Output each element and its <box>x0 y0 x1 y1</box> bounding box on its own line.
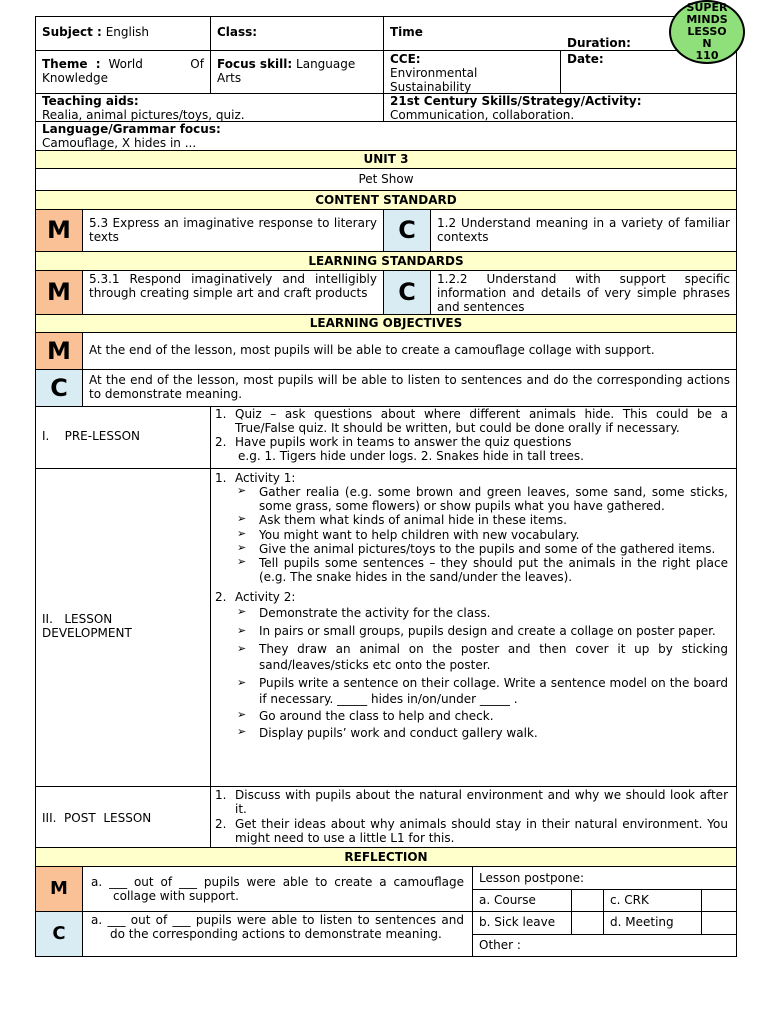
activity-2-title: Activity 2: <box>235 590 296 605</box>
activity-2-bullet <box>211 641 728 673</box>
objectives-m-box: M <box>35 332 83 370</box>
reflection-heading: REFLECTION <box>35 847 737 867</box>
pre-lesson-item <box>211 435 728 449</box>
lesson-dev-label-cell <box>35 468 211 787</box>
objectives-c-box: C <box>35 369 83 407</box>
learning-standards-c-text: 1.2.2 Understand with support specific information and details of very simple phrases and sentences <box>430 270 737 315</box>
activity-1-heading <box>211 471 728 485</box>
pre-lesson-item-text: Quiz – ask questions about where different animals hide. This could be a True/False quiz. It should be written, but could be done orally if necessary. <box>235 407 728 436</box>
arrow-bullet-icon: ➢ <box>237 675 247 689</box>
badge-line: 110 <box>695 49 719 62</box>
lesson-dev-label-line2: DEVELOPMENT <box>42 626 132 641</box>
activity-2-bullet <box>211 606 728 620</box>
duration-label: Duration: <box>567 36 631 50</box>
activity-1-bullet <box>211 556 728 584</box>
bullet-text: You might want to help children with new vocabulary. <box>259 527 580 542</box>
post-lesson-item-num: 1. <box>215 788 227 802</box>
activity-2-bullet <box>211 675 728 707</box>
arrow-bullet-icon: ➢ <box>237 484 247 498</box>
focus-value: Language Arts <box>217 57 356 86</box>
content-standard-heading: CONTENT STANDARD <box>35 190 737 210</box>
reflection-c-line: a. ___ out of ___ pupils were able to listen to sentences and do the corresponding actions to demonstrate meaning. <box>91 913 464 942</box>
theme-cell <box>35 50 211 94</box>
lesson-badge <box>669 0 745 64</box>
learning-standards-heading: LEARNING STANDARDS <box>35 251 737 271</box>
option-sick-leave: b. Sick leave <box>472 911 572 935</box>
arrow-bullet-icon: ➢ <box>237 554 247 568</box>
activity-1-title: Activity 1: <box>235 471 296 485</box>
subject-value: English <box>105 25 150 39</box>
learning-objectives-heading: LEARNING OBJECTIVES <box>35 314 737 333</box>
option-sick-leave-checkbox[interactable] <box>571 911 604 935</box>
activity-1-bullet <box>211 513 728 527</box>
content-standard-c-box: C <box>383 209 431 252</box>
post-lesson-item-text: Discuss with pupils about the natural environment and why we should look after it. <box>235 788 728 817</box>
grammar-value: Camouflage, X hides in ... <box>42 136 197 151</box>
theme-value-line1: World Of <box>108 57 204 71</box>
bullet-text: Display pupils’ work and conduct gallery walk. <box>259 725 538 740</box>
bullet-text: Demonstrate the activity for the class. <box>259 606 491 621</box>
arrow-bullet-icon: ➢ <box>237 707 247 721</box>
reflection-m-text <box>82 866 473 912</box>
cce-label: CCE: <box>390 52 421 66</box>
unit-name: Pet Show <box>35 168 737 191</box>
lesson-postpone-label: Lesson postpone: <box>479 871 585 885</box>
activity-2-num: 2. <box>215 590 227 605</box>
skills-label: 21st Century Skills/Strategy/Activity: <box>390 94 642 108</box>
bullet-text: They draw an animal on the poster and then cover it up by sticking sand/leaves/sticks etc onto the poster. <box>259 641 728 672</box>
pre-lesson-content <box>210 406 737 469</box>
option-course: a. Course <box>472 889 572 912</box>
bullet-text: In pairs or small groups, pupils design and create a collage on poster paper. <box>259 623 716 638</box>
lesson-postpone-cell <box>472 866 737 890</box>
arrow-bullet-icon: ➢ <box>237 512 247 526</box>
pre-lesson-item-num: 2. <box>215 435 227 450</box>
reflection-m-line: a. ___ out of ___ pupils were able to create a camouflage collage with support. <box>91 875 464 904</box>
activity-1-bullet <box>211 542 728 556</box>
post-lesson-item <box>211 817 728 845</box>
option-course-checkbox[interactable] <box>571 889 604 912</box>
activity-2-bullet <box>211 726 728 740</box>
cce-value: Environmental Sustainability <box>390 66 478 95</box>
badge-line: MINDS <box>686 13 728 26</box>
lesson-dev-content <box>210 468 737 787</box>
class-cell <box>210 16 384 51</box>
bullet-text: Tell pupils some sentences – they should put the animals in the right place (e.g. The snake hides in the sand/under the leaves). <box>259 555 728 585</box>
post-lesson-label-cell <box>35 786 211 848</box>
subject-label: Subject : <box>42 25 102 39</box>
grammar-label: Language/Grammar focus: <box>42 122 221 136</box>
option-crk: c. CRK <box>603 889 702 912</box>
activity-2-bullet <box>211 623 728 639</box>
activity-2-bullet <box>211 709 728 723</box>
objectives-c-text: At the end of the lesson, most pupils will be able to listen to sentences and do the corresponding actions to demonstrate meaning. <box>82 369 737 407</box>
content-standard-c-text: 1.2 Understand meaning in a variety of familiar contexts <box>430 209 737 252</box>
bullet-text: Go around the class to help and check. <box>259 708 494 723</box>
arrow-bullet-icon: ➢ <box>237 623 247 637</box>
skills-value: Communication, collaboration. <box>390 108 575 123</box>
other-cell[interactable] <box>472 934 737 957</box>
pre-lesson-label: I. PRE-LESSON <box>42 429 141 443</box>
badge-line: LESSO <box>687 25 727 38</box>
pre-lesson-item-num: 1. <box>215 407 227 421</box>
pre-lesson-item <box>211 407 728 435</box>
arrow-bullet-icon: ➢ <box>237 526 247 540</box>
arrow-bullet-icon: ➢ <box>237 724 247 738</box>
option-meeting: d. Meeting <box>603 911 702 935</box>
post-lesson-content <box>210 786 737 848</box>
post-lesson-item-num: 2. <box>215 817 227 832</box>
lesson-dev-label-line1: II. LESSON <box>42 612 113 626</box>
post-lesson-item <box>211 788 728 816</box>
unit-title: UNIT 3 <box>35 150 737 169</box>
activity-2-heading <box>211 590 728 604</box>
activity-1-num: 1. <box>215 471 227 485</box>
focus-label: Focus skill: <box>217 57 293 71</box>
grammar-cell <box>35 121 737 151</box>
skills-cell <box>383 93 737 122</box>
activity-1-bullet <box>211 485 728 513</box>
focus-cell <box>210 50 384 94</box>
objectives-m-text: At the end of the lesson, most pupils will be able to create a camouflage collage with support. <box>82 332 737 370</box>
option-meeting-checkbox[interactable] <box>701 911 737 935</box>
content-standard-m-text: 5.3 Express an imaginative response to literary texts <box>82 209 384 252</box>
theme-value-line2: Knowledge <box>42 71 108 86</box>
pre-lesson-label-cell <box>35 406 211 469</box>
other-label: Other : <box>479 938 521 952</box>
badge-line: N <box>702 37 712 50</box>
content-standard-m-box: M <box>35 209 83 252</box>
teaching-aids-value: Realia, animal pictures/toys, quiz. <box>42 108 245 123</box>
time-label: Time <box>390 25 423 39</box>
teaching-aids-label: Teaching aids: <box>42 94 139 108</box>
badge-line: SUPER <box>686 1 728 14</box>
pre-lesson-example: e.g. 1. Tigers hide under logs. 2. Snakes hide in tall trees. <box>238 449 584 464</box>
learning-standards-m-box: M <box>35 270 83 315</box>
arrow-bullet-icon: ➢ <box>237 540 247 554</box>
subject-cell <box>35 16 211 51</box>
activity-1-bullet <box>211 528 728 542</box>
bullet-text: Pupils write a sentence on their collage. Write a sentence model on the board if necessary. _____ hides in/on/under _____ . <box>259 675 728 706</box>
bullet-text: Ask them what kinds of animal hide in these items. <box>259 513 567 528</box>
date-label: Date: <box>567 52 604 66</box>
option-crk-checkbox[interactable] <box>701 889 737 912</box>
arrow-bullet-icon: ➢ <box>237 641 247 655</box>
pre-lesson-item-text: Have pupils work in teams to answer the quiz questions <box>235 435 572 450</box>
post-lesson-item-text: Get their ideas about why animals should stay in their natural environment. You might need to use a little L1 for this. <box>235 817 728 846</box>
learning-standards-m-text: 5.3.1 Respond imaginatively and intelligibly through creating simple art and craft products <box>82 270 384 315</box>
class-label: Class: <box>217 25 258 39</box>
reflection-c-text <box>82 911 473 957</box>
reflection-c-box: C <box>35 911 83 957</box>
cce-cell <box>383 50 561 94</box>
bullet-text: Give the animal pictures/toys to the pupils and some of the gathered items. <box>259 541 716 556</box>
reflection-m-box: M <box>35 866 83 912</box>
bullet-text: Gather realia (e.g. some brown and green leaves, some sand, some sticks, some grass, some flowers) or show pupils what you have gathered. <box>259 485 728 514</box>
learning-standards-c-box: C <box>383 270 431 315</box>
teaching-aids-cell <box>35 93 384 122</box>
theme-label: Theme : <box>42 57 101 71</box>
post-lesson-label: III. POST LESSON <box>42 811 152 825</box>
arrow-bullet-icon: ➢ <box>237 605 247 619</box>
